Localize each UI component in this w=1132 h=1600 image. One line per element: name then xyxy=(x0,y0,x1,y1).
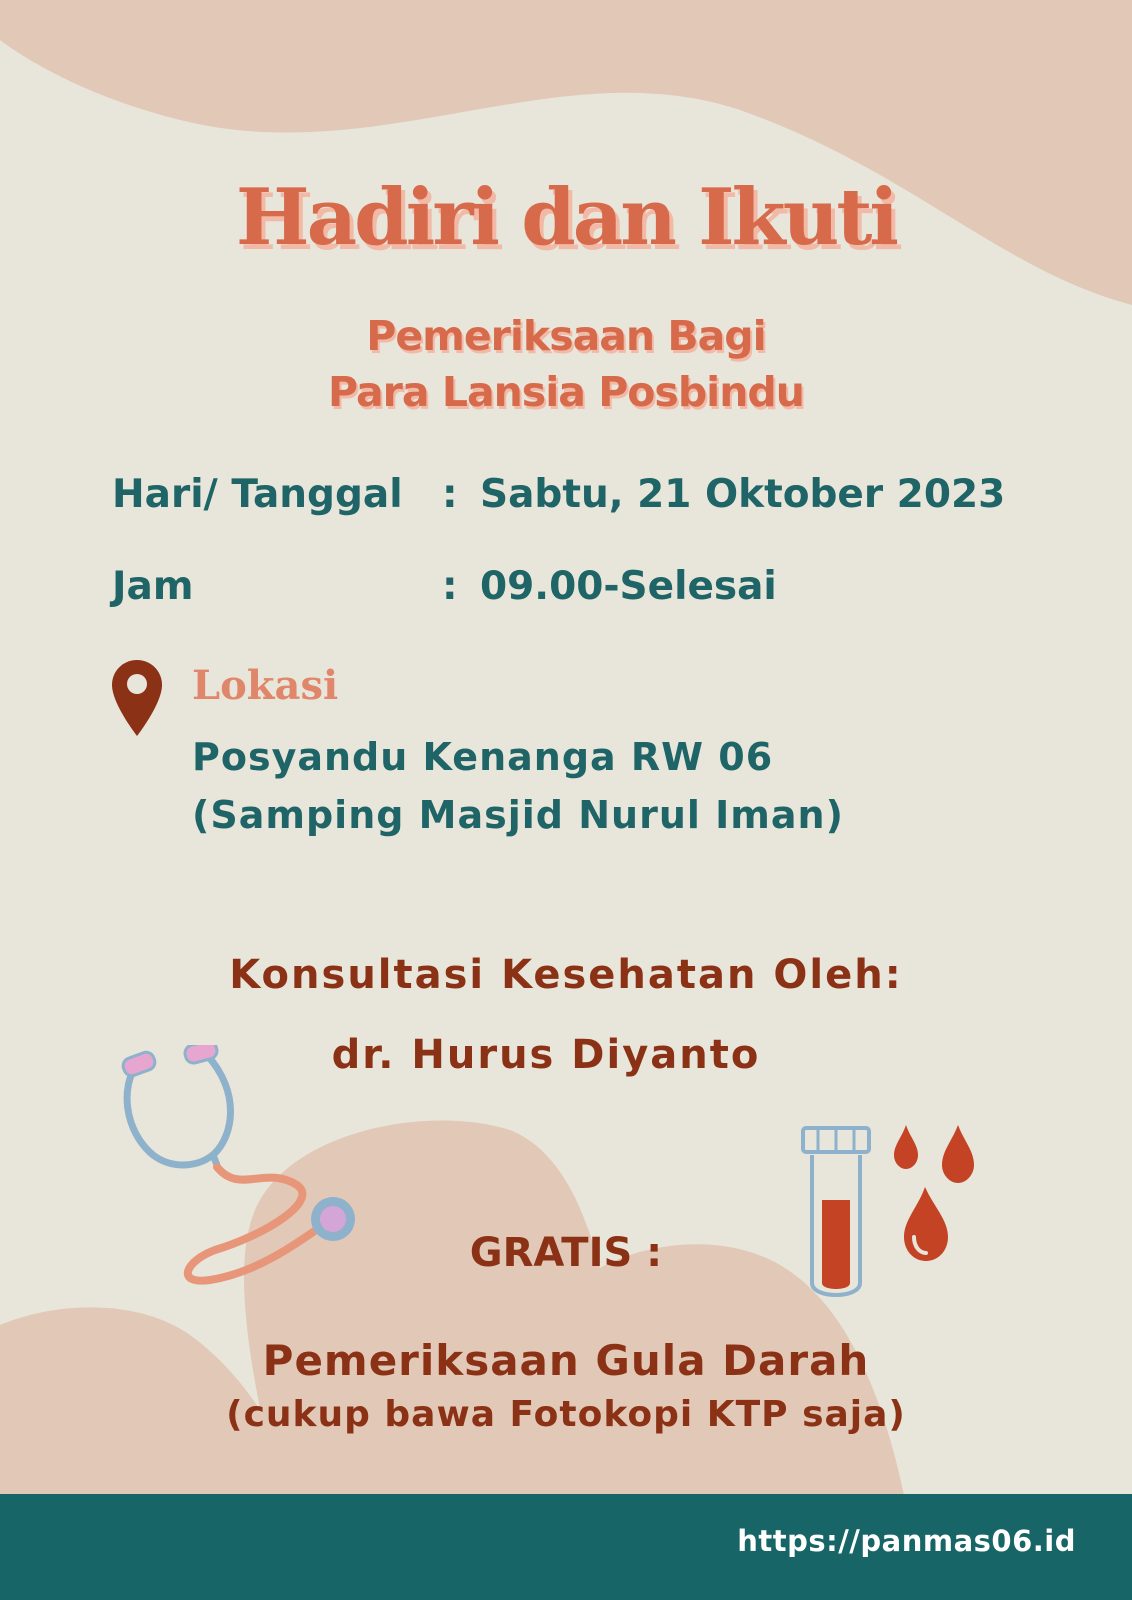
test-tube-icon xyxy=(800,1125,876,1311)
consultation-title: Konsultasi Kesehatan Oleh: xyxy=(229,952,903,998)
location-line-1: Posyandu Kenanga RW 06 xyxy=(192,735,774,779)
page-title: Hadiri dan Ikuti xyxy=(235,172,897,263)
doctor-name: dr. Hurus Diyanto xyxy=(331,1032,761,1078)
time-label: Jam xyxy=(112,564,194,609)
location-pin-icon xyxy=(112,660,162,736)
subtitle-line-1: Pemeriksaan Bagi xyxy=(366,312,766,360)
website-link[interactable]: https://panmas06.id xyxy=(737,1524,1076,1558)
event-subtitle xyxy=(0,308,1132,420)
free-service: Pemeriksaan Gula Darah xyxy=(262,1336,870,1385)
date-label: Hari/ Tanggal xyxy=(112,472,403,517)
footer-bar xyxy=(0,1494,1132,1600)
date-separator: : xyxy=(442,472,458,517)
time-value: 09.00-Selesai xyxy=(480,564,777,609)
free-label: GRATIS : xyxy=(469,1230,663,1276)
location-label: Lokasi xyxy=(192,662,339,709)
date-value: Sabtu, 21 Oktober 2023 xyxy=(480,472,1006,517)
subtitle-line-2: Para Lansia Posbindu xyxy=(328,368,804,416)
location-line-2: (Samping Masjid Nurul Iman) xyxy=(192,793,844,837)
service-note: (cukup bawa Fotokopi KTP saja) xyxy=(226,1394,906,1435)
time-separator: : xyxy=(442,564,458,609)
